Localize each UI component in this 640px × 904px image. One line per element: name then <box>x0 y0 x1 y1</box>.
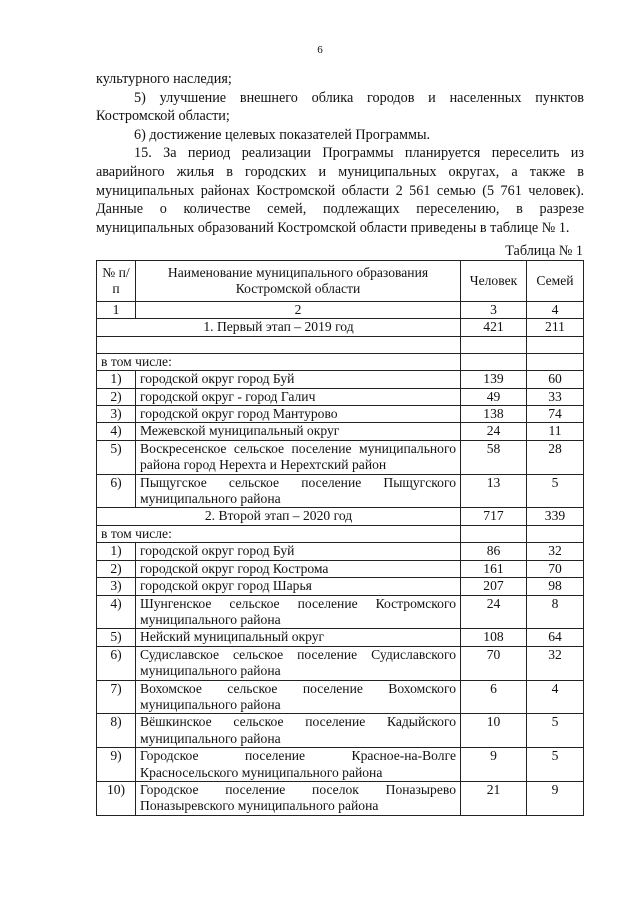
row-families: 32 <box>527 543 584 560</box>
body-text <box>96 70 584 237</box>
row-families: 4 <box>527 680 584 714</box>
table-row <box>97 543 584 560</box>
row-number: 5) <box>97 629 136 646</box>
table-row <box>97 629 584 646</box>
row-number: 10) <box>97 781 136 815</box>
stage-title: 2. Второй этап – 2020 год <box>97 508 461 525</box>
header-number: № п/п <box>97 261 136 302</box>
row-families: 60 <box>527 371 584 388</box>
header-name: Наименование муниципального образования Костромской области <box>136 261 461 302</box>
row-people: 161 <box>461 560 527 577</box>
stage-row <box>97 508 584 525</box>
row-people: 24 <box>461 423 527 440</box>
row-number: 7) <box>97 680 136 714</box>
table-header-row <box>97 261 584 302</box>
in-number-row <box>97 353 584 370</box>
row-number: 6) <box>97 646 136 680</box>
table-row <box>97 578 584 595</box>
row-families: 74 <box>527 406 584 423</box>
row-families: 98 <box>527 578 584 595</box>
table-caption: Таблица № 1 <box>505 243 583 259</box>
row-people: 24 <box>461 595 527 629</box>
stage-row <box>97 319 584 336</box>
stage-people: 421 <box>461 319 527 336</box>
row-families: 5 <box>527 474 584 508</box>
table-row <box>97 680 584 714</box>
row-number: 3) <box>97 578 136 595</box>
in-number-row <box>97 525 584 542</box>
row-families: 5 <box>527 714 584 748</box>
row-families: 11 <box>527 423 584 440</box>
row-name: городской округ - город Галич <box>136 388 461 405</box>
row-number: 4) <box>97 423 136 440</box>
stage-title: 1. Первый этап – 2019 год <box>97 319 461 336</box>
row-people: 207 <box>461 578 527 595</box>
row-name: городской округ город Кострома <box>136 560 461 577</box>
row-number: 2) <box>97 560 136 577</box>
row-people: 21 <box>461 781 527 815</box>
row-people: 108 <box>461 629 527 646</box>
table-row <box>97 406 584 423</box>
row-people: 138 <box>461 406 527 423</box>
row-people: 10 <box>461 714 527 748</box>
row-families: 32 <box>527 646 584 680</box>
header-families: Семей <box>527 261 584 302</box>
table-row <box>97 714 584 748</box>
row-name: городской округ город Шарья <box>136 578 461 595</box>
row-people: 49 <box>461 388 527 405</box>
row-number: 5) <box>97 440 136 474</box>
row-people: 86 <box>461 543 527 560</box>
row-name: Вохомское сельское поселение Вохомского муниципального района <box>136 680 461 714</box>
stage-people: 717 <box>461 508 527 525</box>
row-name: Судиславское сельское поселение Судиславского муниципального района <box>136 646 461 680</box>
page-number: 6 <box>317 44 323 56</box>
row-name: Пыщугское сельское поселение Пыщугского муниципального района <box>136 474 461 508</box>
row-people: 9 <box>461 748 527 782</box>
table-row <box>97 748 584 782</box>
row-number: 6) <box>97 474 136 508</box>
table-row <box>97 595 584 629</box>
col-number: 4 <box>527 302 584 319</box>
row-name: городской округ город Буй <box>136 371 461 388</box>
row-families: 8 <box>527 595 584 629</box>
col-number: 1 <box>97 302 136 319</box>
row-name: Нейский муниципальный округ <box>136 629 461 646</box>
table-row <box>97 371 584 388</box>
row-number: 3) <box>97 406 136 423</box>
row-families: 9 <box>527 781 584 815</box>
table-row <box>97 388 584 405</box>
row-name: Городское поселение Красное-на-Волге Красносельского муниципального района <box>136 748 461 782</box>
paragraph: культурного наследия; <box>96 71 232 87</box>
row-name: Вёшкинское сельское поселение Кадыйского муниципального района <box>136 714 461 748</box>
col-number: 2 <box>136 302 461 319</box>
header-people: Человек <box>461 261 527 302</box>
row-name: Воскресенское сельское поселение муниципального района город Нерехта и Нерехтский район <box>136 440 461 474</box>
row-number: 8) <box>97 714 136 748</box>
row-people: 6 <box>461 680 527 714</box>
row-number: 1) <box>97 371 136 388</box>
paragraph: 6) достижение целевых показателей Программы. <box>134 126 431 143</box>
row-people: 139 <box>461 371 527 388</box>
paragraph: 15. За период реализации Программы планируется переселить из аварийного жилья в городских и муниципальных округах, а также в муниципальных районах Костромской области 2 561 семью (5 761 человек). Данные о количестве семей, подлежащих переселению, в разрезе муниципальных образований Костромской области приведены в таблице № 1. <box>96 145 584 236</box>
table-row <box>97 560 584 577</box>
resettlement-table <box>96 260 584 816</box>
table-row <box>97 440 584 474</box>
stage-families: 211 <box>527 319 584 336</box>
empty-row <box>97 336 584 353</box>
row-families: 28 <box>527 440 584 474</box>
table-row <box>97 474 584 508</box>
stage-families: 339 <box>527 508 584 525</box>
row-people: 58 <box>461 440 527 474</box>
row-number: 4) <box>97 595 136 629</box>
row-name: Шунгенское сельское поселение Костромского муниципального района <box>136 595 461 629</box>
row-people: 70 <box>461 646 527 680</box>
col-number: 3 <box>461 302 527 319</box>
in-number-label: в том числе: <box>97 525 461 542</box>
row-name: городской округ город Мантурово <box>136 406 461 423</box>
row-name: городской округ город Буй <box>136 543 461 560</box>
row-name: Межевской муниципальный округ <box>136 423 461 440</box>
row-families: 70 <box>527 560 584 577</box>
column-numbers-row <box>97 302 584 319</box>
in-number-label: в том числе: <box>97 353 461 370</box>
row-name: Городское поселение поселок Поназырево Поназыревского муниципального района <box>136 781 461 815</box>
row-families: 5 <box>527 748 584 782</box>
table-row <box>97 423 584 440</box>
table-row <box>97 781 584 815</box>
paragraph: 5) улучшение внешнего облика городов и населенных пунктов Костромской области; <box>96 89 584 125</box>
row-people: 13 <box>461 474 527 508</box>
row-families: 33 <box>527 388 584 405</box>
row-families: 64 <box>527 629 584 646</box>
row-number: 1) <box>97 543 136 560</box>
table-row <box>97 646 584 680</box>
row-number: 9) <box>97 748 136 782</box>
row-number: 2) <box>97 388 136 405</box>
